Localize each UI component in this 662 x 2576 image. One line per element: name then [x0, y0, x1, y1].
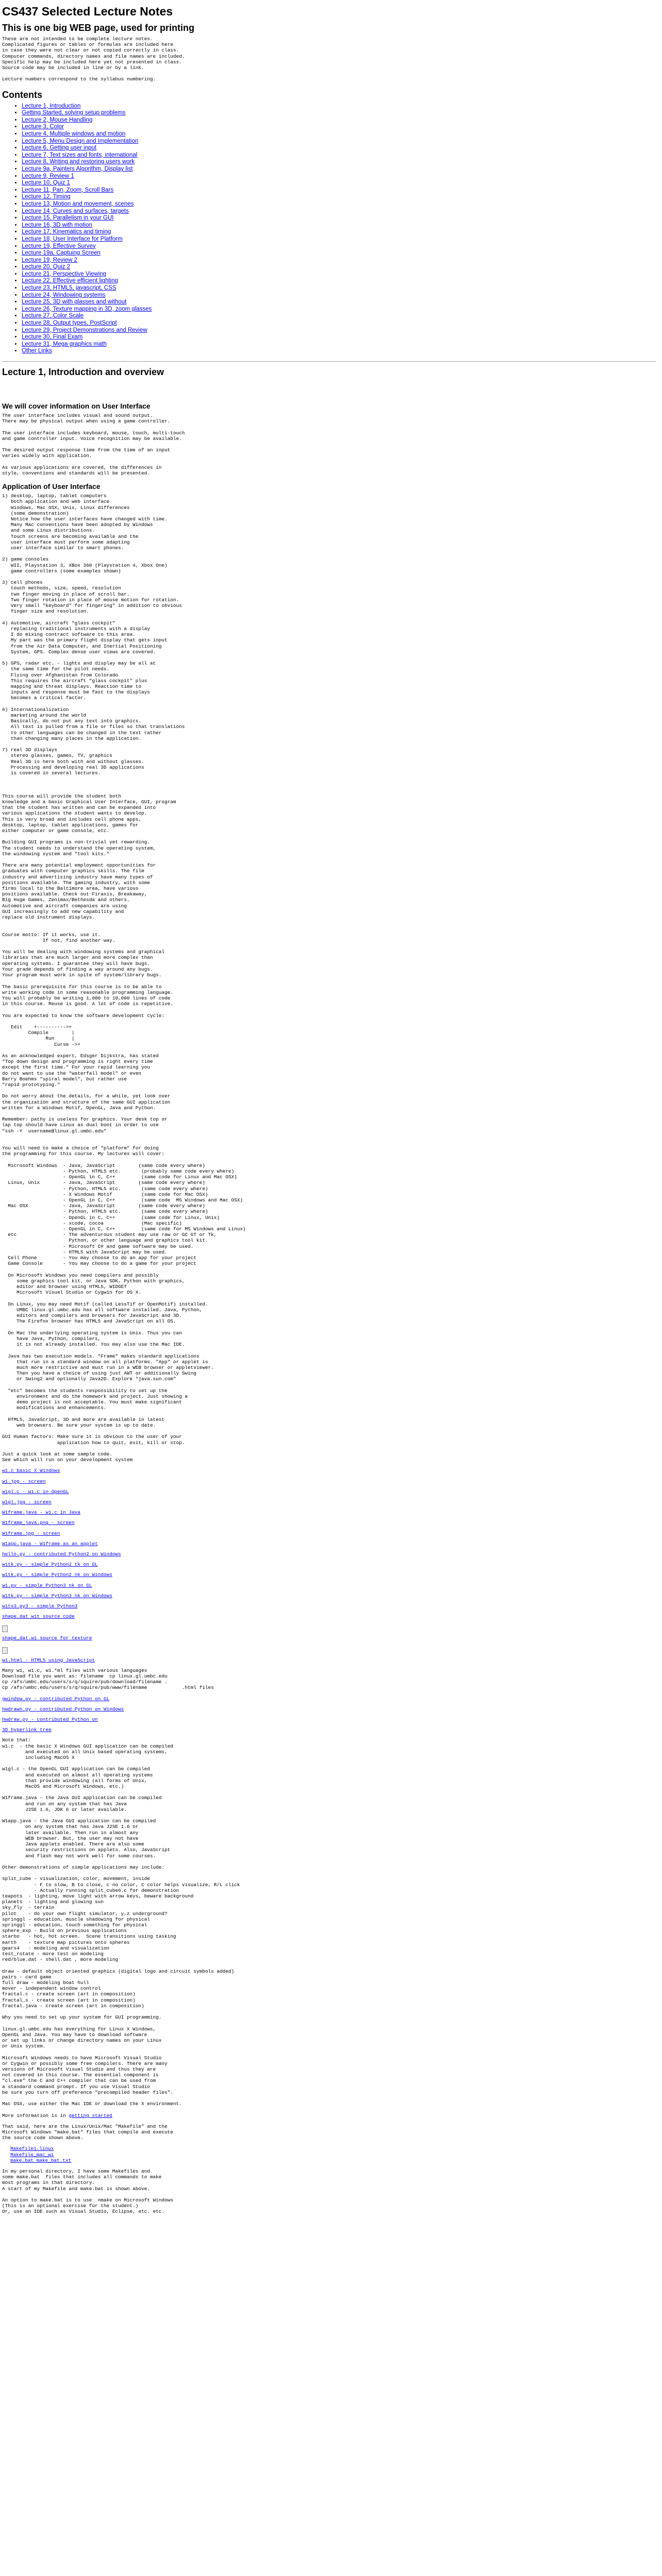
- python-links: [2, 1696, 656, 1733]
- toc-item: [22, 117, 656, 124]
- toc-item: [22, 243, 656, 250]
- toc-link[interactable]: Lecture 12, Timing: [22, 194, 71, 200]
- notes-body: Note that: w1.c - the basic X Windows GUI application can be compiled and executed on all Unix based operating systems, including MacOS X w1gl.c - the OpenGL GUI application can be compiled and executed on almost all operating systems that provide windowing (all forms of Unix, MacOS and Microsoft Windows, etc.) W1frame.java - the Java GUI application can be compiled and run on any system that has Java J2SE 1.6, JDK 6 or later available. W1app.java - the Java GUI application can be compiled on any system that has Java J2SE 1.6 or later available. Then run in almost any WEB browser. But, the user may not have Java applets enabled. There are also some security restrictions on applets. Also, JavaScript and flash may not work well for some courses. Other demonstrations of simple applications may include: split_cube - visualization, color, movement, inside - F to slow, B to close, c no color, C color helps visualize, R/L click - Actually running split_cube6.c for demonstration teapots - lighting, move light with arrow keys, beware background planets - lighting and glowing sun sky_fly - terrain pilot - do your own flight simulator, y,z underground? springgl - education, muscle shadowing for physical springgl - education, touch something for physical sphere_exp - Build on previous applications starbo - hot, hot screen. Scene transitions using tasking earth - texture map pictures onto spheres gears4 - modeling and visualization test_rotate - more test on modeling red/blue.dat - shell.dat , more modeling draw - default object oriented graphics (digital logo and circuit symbols added) pairs - card game full draw - modeling boat hull mover - independent window control fractal.c - create screen (art in composition) fractal_s - create screen (art in composition) fractal.java - create screen (art in composition) Why you need to set up your system for GUI programming. linux.gl.umbc.edu has everything for Linux X Windows, OpenGL and Java. You may have to download software or set up links or change directory names on your Linux or Unix system. Microsoft Windows needs to have Microsoft Visual Studio or Cygwin or possibly some free compilers. There are many versions of Microsoft Visual Studio and thus they are not covered in this course. The essential component is "cl.exe" the C and C++ compiler that can be used from a standard command prompt. If you use Visual Studio be sure you turn off preference "precompiled header files". Mac OSX, use either the Mac IDE or download the X environment. More information is in: [2, 1737, 240, 2119]
- makefile-link[interactable]: make.bat make_bat.txt: [10, 2157, 72, 2163]
- toc-link[interactable]: Lecture 28, Output types, PostScript: [22, 320, 117, 327]
- toc-item: [22, 306, 656, 313]
- toc-link[interactable]: Lecture 1, Introduction: [22, 103, 81, 109]
- sample-code-link[interactable]: hello.py - contributed Python2 on Windows: [2, 1551, 121, 1557]
- toc-item: [22, 138, 656, 145]
- sample-code-link[interactable]: W1app.java - W1frame as an applet: [2, 1540, 98, 1547]
- sample-code-link[interactable]: w1ts3.py3 - simple Python3: [2, 1603, 78, 1609]
- sample-code-link[interactable]: W1frame.java - w1.c in Java: [2, 1510, 80, 1516]
- toc-link[interactable]: Lecture 27, Color Scale: [22, 313, 84, 319]
- python-link[interactable]: 3D hyperlink tree: [2, 1727, 52, 1733]
- toc-item: [22, 145, 656, 152]
- toc-link[interactable]: Lecture 6, Getting user input: [22, 145, 97, 151]
- toc-item: [22, 327, 656, 334]
- toc-item: [22, 194, 656, 201]
- toc-item: [22, 173, 656, 180]
- makefile-link[interactable]: Makefile_mac_w1: [10, 2151, 54, 2158]
- toc-link[interactable]: Lecture 2, Mouse Handling: [22, 116, 93, 123]
- lecture1-text-a: The user interface includes visual and sound output. There may be physical output when using a game controller. The user interface includes keyboard, mouse, touch, multi-touch and game controller input. Voice recognition may be available. The desired output response time from the time of an input varies widely with application. As various applications are covered, the differences in style, conventions and standards will be presented.: [2, 413, 185, 477]
- toc-item: [22, 271, 656, 278]
- makefile-links: [2, 2146, 656, 2163]
- toc-item: [22, 201, 656, 208]
- toc-item: [22, 236, 656, 243]
- sample-code-link[interactable]: shape.dat w1t source code: [2, 1614, 75, 1620]
- toc-item: [22, 299, 656, 306]
- toc-link[interactable]: Lecture 7, Text sizes and fonts, international: [22, 151, 138, 158]
- image-row: [2, 1624, 656, 1633]
- toc-link[interactable]: Lecture 8, Writing and restoring users work: [22, 159, 135, 165]
- sample-code-link[interactable]: shape_dat.w1 source for texture: [2, 1635, 92, 1641]
- toc-link[interactable]: Lecture 29, Project Demonstrations and Review: [22, 327, 147, 333]
- toc-item: [22, 313, 656, 320]
- sample-code-link[interactable]: w1.py - simple Python3 nk on GL: [2, 1582, 92, 1588]
- toc-link[interactable]: Lecture 20, Quiz 2: [22, 264, 70, 270]
- toc-item: [22, 215, 656, 222]
- toc-item: [22, 341, 656, 348]
- intro-text: These are not intended to be complete lecture notes. Complicated figures or tables or formulas are included here in case they were not clear or not copied correctly in class. Computer commands, directory names and file names are included. Specific help may be included here yet not presented in class. Source code may be included in line or by a link. Lecture numbers correspond to the syllabus numbering.: [2, 36, 185, 82]
- sample-code-links-c: [2, 1657, 656, 1663]
- toc-item: [22, 124, 656, 131]
- lecture1-heading: Lecture 1, Introduction and overview: [2, 367, 164, 377]
- toc-link[interactable]: Lecture 5, Menu Design and Implementation: [22, 138, 139, 144]
- toc-link[interactable]: Lecture 19a, Captuing Screen: [22, 250, 101, 257]
- divider: [2, 361, 656, 362]
- sample-code-links: [2, 1468, 656, 1619]
- sample-code-link[interactable]: w1tk.py - simple Python2 tk on GL: [2, 1562, 98, 1568]
- toc-link[interactable]: Lecture 4, Multiple windows and motion: [22, 131, 126, 137]
- page-title: CS437 Selected Lecture Notes: [2, 5, 173, 18]
- closing-text: In my personal directory, I have some Makefiles and some make.bat files that includes all commands to make most programs in that directory. A start of my Makefile and make.bat is shown above. An option to make.bat is to use nmake on Microsoft Windows (This is an optional exercise for the student.) Or, use an IDE such as Visual Studio, Eclipse, etc. etc.: [2, 2168, 173, 2215]
- sample-code-links-b: [2, 1635, 656, 1641]
- toc-item: [22, 187, 656, 194]
- toc-link[interactable]: Lecture 17, Kinematics and timing: [22, 229, 111, 235]
- toc-item: [22, 285, 656, 292]
- toc-item: [22, 110, 656, 117]
- contents-heading: Contents: [2, 89, 42, 100]
- lecture1-text-b: 1) desktop, laptop, tablet computers both application and web interface Windows, Mac OSX, Unix, Linux differences (some demonstration) Notice how the user interfaces have changed with time. Many Mac conventions have been adopted by Windows and some Linux distributions. Touch screens are becoming available and the user interface must perform some adapting user interface similar to smart phones. 2) game consoles WII, Playstation 3, XBox 360 (Playstation 4, Xbox One) game controllers (some examples shown) 3) cell phones touch methods, size, speed, resolution two finger moving in place of scroll bar. Two finger rotation in place of mouse motion for rotation. Very small "keyboard" for fingering" in addition to obvious finger size and resolution. 4) Automotive, aircraft "glass cockpit" replacing traditional instruments with a display I do mixing contract software to this area. My part was the primary flight display that gets input from the Air Data Computer, and Inertial Positioning System, GPS. Complex dense user views are covered. 5) GPS, radar etc. - lights and display may be all at the same time for the pilot needs. Flying over Afghanistan from Colorado This requires the aircraft "glass cockpit" plus mapping and threat displays. Reaction time to inputs and response must be fast to the displays becomes a critical factor. 6) Internationalization marketing around the world Basically, do not put any text into graphics. All text is pulled from a file or files so that translations to other languages can be changed in the text rather than changing many places in the application. 7) real 3D displays stereo glasses, games, TV, graphics Real 3D is here both with and without glasses. Processing and developing real 3D applications is covered in several lectures. This course will provide the student both knowledge and a basic Graphical User Interface, GUI, program that the student has written and can be expanded into various applications the student wants to develop. This is very broad and includes cell phone apps, desktop, laptop, tablet applications, games for either computer or game console, etc. Building GUI programs is non-trivial yet rewarding. The student needs to understand the operating system, the windowing system and "tool kits." There are many potential employment opportunities for graduates with computer graphics skills. The film industry and advertising industry have many types of positions available. The gaming industry, with some firms local to the Baltimore area, have various positions available. Check out Firaxis, Breakaway, Big Huge Games, Zenimax/Bethesda and others. Automotive and aircraft companies are using GUI increasingly to add new capability and replace old instrument displays. Course motto: If it works, use it. If not, find another way. You will be dealing with windowing systems and graphical libraries that are much larger and more complex than operating systems. I guarantee they will have bugs. Your grade depends of finding a way around any bugs. Your program must work in spite of system/library bugs. The basic prerequisite for this course is to be able to write working code in some reasonable programming language. You will probably be writing 1,000 to 10,000 lines of code in this course. Reuse is good. A lot of code is repetitive. You are expected to know the software development cycle: Edit +---------->+ Compile | Run | Curse ->+ As an acknowledged expert, Edsger Dijkstra, has stated "Top down design and programming is right every time except the first time." For your rapid learning you do not want to use the "waterfall model" or even Barry Boehms "spiral model", but rather use "rapid prototyping." Do not worry about the details, for a while, yet look over the organization and structure of the same GUI application written for a Windows Motif, OpenGL, Java and Python. Remember: pathy is useless for graphics. Your desk top or lap top should have Linux as dual boot in order to use "ssh -Y username@linux.gl.umbc.edu" You will need to make a choice of "platform" for doing the programming for this course. My lectures will cover: Microsoft Windows - Java, JavaScript (same code every where) - Python, HTML5 etc. (probably same code every where) - OpenGL in C, C++ (same code for Linux and Mac OSX) Linux, Unix - Java, JavaScript (same code every where) - Python, HTML5 etc. (same code every where) - X Windows Motif (same code for Mac OSX) - OpenGL in C, C++ (same code MS Windows and Mac OSX) Mac OSX - Java, JavaScript (same code every where) - Python, HTML5 etc. (same code every where) - OpenGL in C, C++ (same code for Linux, Unix) - xcode, cocoa (Mac specific) - OpenGL in C, C++ (same code for MS Windows and Linux) etc - The adventurous student may use raw or GC GT or Tk, Python, or other language and graphics tool kit. - Microsoft C# and game software may be used. - HTML5 with JavaScript may be used. Cell Phone - You may choose to do an app for your project Game Console - You may choose to do a game for your project On Microsoft Windows you need compilers and possibly some graphics tool kit, or Java SDK, Python with graphics, editor and browser using HTML5, WIDGET Microsoft Visual Studio or Cygwin for OS X. On Linux, you may need Motif (called LessTif or OpenMotif) installed. UMBC linux.gl.umbc.edu has all software installed. Java, Python, editors and compilers and browsers for JavaScript and 3D. The Firefox browser has HTML5 and JavaScript on all OS. On Mac the underlying operating system is Unix. Thus you can have Java, Python, compilers, it is not already installed. You may also use the Mac IDE. Java has two execution models. "Frame" makes standard applications that run in a standard window on all platforms. "App" or applet is much more restrictive and must run in a WEB browser or appletviewer. Then you have a choice of using just AWT or additionally Swing or Swing2 and optionally Java2D. Explore "java.sun.com" "etc" becomes the students responsibility to set up the environment and do the homework and project. Just showing a demo project is not acceptable. You must make significant modifications and enhancements. HTML5, JavaScript, 3D and more are available in latest web browsers. Be sure your system is up to date. GUI Human factors: Make sure it is obvious to the user of your application how to quit, exit, kill or stop. Just a quick look at some sample code. See which will run on your development system: [2, 493, 246, 1463]
- table-of-contents: [2, 103, 656, 355]
- toc-link[interactable]: Lecture 19, Effective Survey: [22, 243, 96, 249]
- toc-item: [22, 159, 656, 166]
- toc-item: [22, 229, 656, 236]
- toc-item: [22, 264, 656, 271]
- toc-link[interactable]: Lecture 22, Effective efficient lighting: [22, 278, 118, 284]
- toc-item: [22, 103, 656, 110]
- toc-item: [22, 131, 656, 138]
- python-link[interactable]: hwdrawn.py - contributed Python on Windows: [2, 1706, 124, 1712]
- toc-link[interactable]: Lecture 3, Color: [22, 124, 64, 130]
- image-row: [2, 1646, 656, 1655]
- notes-text: [2, 1737, 656, 2118]
- sample-code-link[interactable]: w1gl.jpg - screen: [2, 1499, 52, 1505]
- toc-item: [22, 348, 656, 355]
- toc-link[interactable]: Lecture 31, Mega graphics math: [22, 341, 107, 347]
- sample-code-link[interactable]: w1.jpg - screen: [2, 1478, 46, 1484]
- broken-image-icon: [2, 1625, 8, 1632]
- toc-link[interactable]: Lecture 21, Perspective Viewing: [22, 270, 107, 277]
- toc-item: [22, 152, 656, 159]
- application-heading: Application of User Interface: [2, 482, 101, 491]
- toc-link[interactable]: Lecture 11, Pan, Zoom, Scroll Bars: [22, 187, 114, 193]
- toc-item: [22, 334, 656, 341]
- makefile-text: That said, here are the Linux/Unix/Mac "Makefile" and the Microsoft Windows "make.bat" files that compile and execute the source code shown above.: [2, 2123, 173, 2141]
- toc-link[interactable]: Lecture 25, 3D with glasses and without: [22, 299, 127, 306]
- toc-item: [22, 166, 656, 173]
- more-text: Many w1, w1.c, w1.*ml files with various languages Download file you want as: filename cp linux.gl.umbc.edu cp /afs/umbc.edu/users/s/q/squire/pub/download/filename . cp /afs/umbc.edu/users/s/q/squire/pub/www/filename .html files: [2, 1667, 214, 1691]
- toc-link[interactable]: Lecture 24, Windowing systems: [22, 292, 106, 298]
- toc-link[interactable]: Lecture 9a, Painters Algorithm, Display list: [22, 165, 133, 172]
- broken-image-icon: [2, 1647, 8, 1654]
- sample-code-link[interactable]: w1.html - HTML5 using JavaScript: [2, 1657, 95, 1663]
- sample-code-link[interactable]: w1.c basic X Windows: [2, 1468, 60, 1474]
- sample-code-link[interactable]: w1tk.py - simple Python2 nk on Windows: [2, 1572, 112, 1578]
- toc-link[interactable]: Lecture 10, Quiz 1: [22, 180, 70, 187]
- toc-link[interactable]: Lecture 9, Review 1: [22, 173, 74, 179]
- getting-started-link[interactable]: getting started: [69, 2112, 112, 2119]
- toc-link[interactable]: Lecture 23, HTML5, javascript, CSS: [22, 285, 117, 292]
- sample-code-link[interactable]: W1frame_java.png - screen: [2, 1520, 75, 1526]
- sample-code-link[interactable]: w1tk.py - simple Python3 nk on Windows: [2, 1592, 112, 1599]
- toc-item: [22, 250, 656, 257]
- toc-item: [22, 222, 656, 229]
- page-subtitle: This is one big WEB page, used for printing: [2, 23, 195, 33]
- toc-item: [22, 180, 656, 187]
- python-link[interactable]: gwindow.py - contributed Python on GL: [2, 1696, 110, 1702]
- toc-link[interactable]: Other Links: [22, 348, 52, 354]
- lecture1-subheading: We will cover information on User Interface: [2, 402, 151, 410]
- toc-link[interactable]: Lecture 16, 3D with motion: [22, 222, 92, 228]
- makefile-link[interactable]: Makefile1.linux: [10, 2146, 54, 2152]
- toc-link[interactable]: Lecture 15, Parallelism in your GUI: [22, 215, 114, 222]
- toc-item: [22, 208, 656, 215]
- toc-link[interactable]: Lecture 13, Motion and movement, scenes: [22, 200, 134, 207]
- toc-link[interactable]: Lecture 19, Review 2: [22, 257, 78, 263]
- toc-link[interactable]: Lecture 26, Texture mapping in 3D, zoom glasses: [22, 306, 152, 312]
- toc-link[interactable]: Lecture 18, User Interface for Platform: [22, 235, 123, 242]
- toc-link[interactable]: Getting Started, solving setup problems: [22, 110, 126, 116]
- toc-link[interactable]: Lecture 14, Curves and surfaces, targets: [22, 208, 129, 214]
- toc-item: [22, 292, 656, 299]
- sample-code-link[interactable]: W1frame.jpg - screen: [2, 1530, 60, 1536]
- python-link[interactable]: hwdraw.py - contributed Python on: [2, 1717, 98, 1723]
- toc-item: [22, 257, 656, 264]
- sample-code-link[interactable]: w1gl.c - w1.c in OpenGL: [2, 1488, 69, 1495]
- toc-link[interactable]: Lecture 30, Final Exam: [22, 334, 83, 341]
- toc-item: [22, 278, 656, 285]
- toc-item: [22, 320, 656, 327]
